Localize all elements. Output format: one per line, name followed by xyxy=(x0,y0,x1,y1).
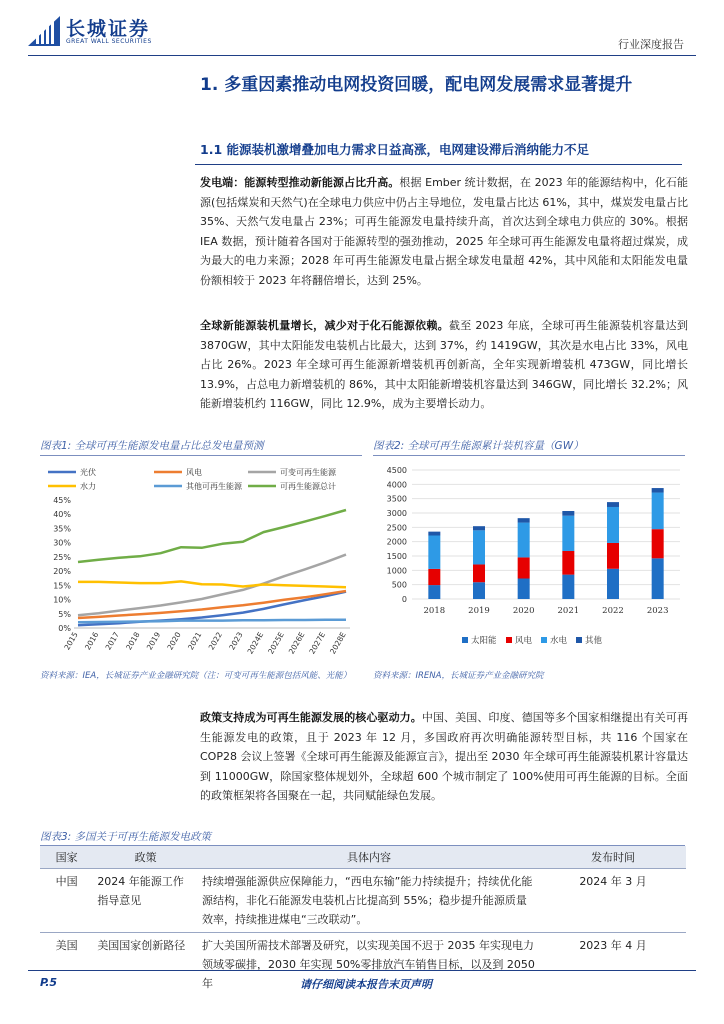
bar-segment-风电 xyxy=(428,569,440,585)
bar-segment-风电 xyxy=(652,529,664,558)
bar-segment-太阳能 xyxy=(518,579,530,599)
y-tick-label: 45% xyxy=(53,496,71,505)
y-tick-label: 2500 xyxy=(386,523,407,533)
bar-segment-其他 xyxy=(518,518,530,522)
bar-segment-水电 xyxy=(518,523,530,558)
footer-divider xyxy=(28,970,696,971)
legend-swatch xyxy=(541,637,547,643)
cell-country: 美国 xyxy=(55,939,78,952)
y-tick-label: 35% xyxy=(53,524,71,534)
x-tick-label: 2020 xyxy=(512,606,535,616)
legend-label: 光伏 xyxy=(80,468,96,477)
cell-policy: 2024 年能源工作指导意见 xyxy=(93,869,198,933)
bar-segment-水电 xyxy=(607,507,619,543)
legend-label: 太阳能 xyxy=(471,636,497,646)
x-tick-label: 2016 xyxy=(83,630,101,652)
x-tick-label: 2018 xyxy=(124,630,142,652)
bar-segment-水电 xyxy=(473,530,485,564)
renewable-share-line-chart xyxy=(38,460,363,665)
legend-label: 风电 xyxy=(186,468,202,477)
subsection-heading: 1.1 能源装机激增叠加电力需求日益高涨，电网建设滞后消纳能力不足 xyxy=(200,142,589,157)
x-tick-label: 2022 xyxy=(206,630,225,652)
y-tick-label: 500 xyxy=(391,580,407,590)
x-tick-label: 2020 xyxy=(165,630,183,652)
cell-detail: 持续增强能源供应保障能力，“西电东输”能力持续提升；持续优化能源结构，非化石能源发电装机占比提高到 55%；稳步提升能源质量效率，持续推进煤电“三改联动”。 xyxy=(198,869,540,933)
cell-country: 中国 xyxy=(40,869,93,933)
bar-segment-风电 xyxy=(518,557,530,578)
y-tick-label: 4000 xyxy=(386,480,407,490)
header-date: 发布时间 xyxy=(540,846,686,869)
x-tick-label: 2026E xyxy=(286,630,307,656)
y-tick-label: 1500 xyxy=(386,552,407,561)
legend-label: 可变可再生能源 xyxy=(280,468,336,477)
y-tick-label: 3000 xyxy=(386,509,407,518)
series-line-可再生能源总计 xyxy=(78,510,346,562)
legend-label: 水力 xyxy=(80,482,96,491)
bar-segment-风电 xyxy=(607,543,619,569)
y-tick-label: 15% xyxy=(53,581,71,591)
paragraph-body: 截至 2023 年底，全球可再生能源装机容量达到 3870GW，其中太阳能发电装机占比最大，达到 37%，约 1419GW，其次是水电占比 33%，风电占比 26%。2023 年全球可再生能源新增装机再创新高，全年实现新增装机 473GW，同比增长 13.9%，占总电力新增装机的 86%，其中太阳能新增装机容量达到 346GW，同比增长 32.2%；风能新增装机约 116GW，同比 12.9%，成为主要增长动力。 xyxy=(200,319,688,411)
y-tick-label: 40% xyxy=(53,510,71,520)
paragraph-lead: 发电端：能源转型推动新能源占比升高。 xyxy=(200,176,400,189)
x-tick-label: 2019 xyxy=(144,630,163,652)
series-line-其他可再生能源 xyxy=(78,620,346,623)
table-header-row xyxy=(40,846,686,869)
legend-label: 其他 xyxy=(585,636,603,646)
bar-segment-太阳能 xyxy=(428,585,440,599)
header-divider xyxy=(28,55,696,56)
table-title: 图表3: 多国关于可再生能源发电政策 xyxy=(40,831,212,843)
x-tick-label: 2025E xyxy=(266,630,286,656)
legend-swatch xyxy=(506,637,512,643)
logo-text-cn: 长城证券 xyxy=(66,18,151,40)
figure1-title-rule xyxy=(40,455,362,456)
cell-date: 2023 年 4 月 xyxy=(579,939,647,952)
x-tick-label: 2021 xyxy=(186,630,204,652)
company-logo xyxy=(28,14,228,48)
legend-swatch xyxy=(462,637,468,643)
y-tick-label: 0 xyxy=(401,595,407,604)
y-tick-label: 3500 xyxy=(386,494,407,504)
paragraph-policy xyxy=(200,708,688,806)
x-tick-label: 2022 xyxy=(602,606,624,616)
legend-label: 其他可再生能源 xyxy=(186,482,242,491)
figure1-title: 图表1: 全球可再生能源发电量占比总发电量预测 xyxy=(40,440,264,452)
y-tick-label: 2000 xyxy=(386,537,407,547)
x-tick-label: 2021 xyxy=(557,606,580,616)
y-tick-label: 1000 xyxy=(386,566,407,576)
section-heading: 1. 多重因素推动电网投资回暖，配电网发展需求显著提升 xyxy=(200,75,633,95)
paragraph-body: 根据 Ember 统计数据，在 2023 年的能源结构中，化石能源(包括煤炭和天然气)在全球电力供应中仍占主导地位，发电量占比达 61%，其中，煤炭发电量占比 35%、天然气发电量占 23%；可再生能源发电量持续升高，首次达到全球电力供应的 30%。根据 IEA 数据，预计随着各国对于能源转型的强劲推动，2025 年全球可再生能源发电量将超过煤炭，成为最大的电力来源；2028 年可再生能源发电量占据全球发电量超 42%，其中风能和太阳能发电量份额相较于 2023 年将翻倍增长，达到 25%。 xyxy=(200,176,689,287)
subsection-divider xyxy=(195,164,682,165)
paragraph-lead: 政策支持成为可再生能源发展的核心驱动力。 xyxy=(200,711,422,724)
policy-table xyxy=(40,846,686,996)
x-tick-label: 2017 xyxy=(103,630,121,652)
paragraph-lead: 全球新能源装机量增长，减少对于化石能源依赖。 xyxy=(200,319,449,332)
paragraph-generation xyxy=(200,173,688,291)
header-country: 国家 xyxy=(40,846,93,869)
logo-text-en: GREAT WALL SECURITIES xyxy=(66,38,152,45)
cell-detail: 扩大美国所需技术部署及研究，以实现美国不迟于 2035 年实现电力领域零碳排，2030 年实现 50%零排放汽车销售目标，以及到 2050 年 xyxy=(201,939,535,990)
report-type-label: 行业深度报告 xyxy=(618,38,684,51)
legend-label: 水电 xyxy=(550,636,568,646)
figure2-source: 资料来源：IRENA，长城证券产业金融研究院 xyxy=(373,671,544,681)
x-tick-label: 2028E xyxy=(328,630,348,656)
x-tick-label: 2023 xyxy=(227,630,245,652)
bar-segment-太阳能 xyxy=(652,558,664,599)
x-tick-label: 2023 xyxy=(646,606,669,616)
footer-disclaimer: 请仔细阅读本报告末页声明 xyxy=(300,978,432,991)
y-tick-label: 25% xyxy=(53,552,71,562)
paragraph-installed-capacity xyxy=(200,316,688,414)
figure1-source: 资料来源：IEA，长城证券产业金融研究院（注：可变可再生能源包括风能、光能） xyxy=(40,671,352,681)
header-policy: 政策 xyxy=(93,846,198,869)
figure2-title-rule xyxy=(373,455,685,456)
figure2-title: 图表2: 全球可再生能源累计装机容量（GW） xyxy=(373,440,584,452)
y-tick-label: 10% xyxy=(53,595,71,605)
logo-mark-icon xyxy=(28,16,60,46)
page-number: P.5 xyxy=(40,976,58,989)
x-tick-label: 2024E xyxy=(245,630,266,656)
y-tick-label: 4500 xyxy=(386,466,407,475)
cell-date: 2024 年 3 月 xyxy=(540,869,686,933)
legend-label: 可再生能源总计 xyxy=(280,482,336,491)
bar-segment-水电 xyxy=(428,536,440,569)
x-tick-label: 2019 xyxy=(468,606,490,616)
legend-label: 风电 xyxy=(515,636,533,646)
legend-swatch xyxy=(576,637,582,643)
header-detail: 具体内容 xyxy=(198,846,540,869)
bar-segment-其他 xyxy=(652,488,664,493)
bar-segment-其他 xyxy=(473,526,485,530)
bar-segment-太阳能 xyxy=(607,569,619,599)
series-line-水力 xyxy=(78,581,346,587)
installed-capacity-bar-chart xyxy=(370,460,688,665)
paragraph-body: 中国、美国、印度、德国等多个国家相继提出有关可再生能源发电的政策，且于 2023 年 12 月，多国政府再次明确能源转型目标，共 116 个国家在 COP28 会议上签署《全球可再生能源及能源宣言》，提出至 2030 年全球可再生能源装机累计容量达到 11000GW，除国家整体规划外，全球超 600 个城市制定了 100%使用可再生能源的目标。全面的政策框架将各国聚在一起，共同赋能绿色发展。 xyxy=(200,711,688,803)
y-tick-label: 20% xyxy=(53,567,71,577)
series-line-风电 xyxy=(78,591,346,618)
table-row xyxy=(40,869,686,933)
bar-segment-太阳能 xyxy=(562,575,574,599)
bar-segment-其他 xyxy=(562,511,574,516)
bar-segment-其他 xyxy=(428,532,440,536)
y-tick-label: 5% xyxy=(58,609,71,619)
bar-segment-其他 xyxy=(607,502,619,507)
y-tick-label: 30% xyxy=(53,538,71,548)
bar-segment-太阳能 xyxy=(473,582,485,599)
cell-policy: 美国国家创新路径 xyxy=(97,939,186,952)
bar-segment-水电 xyxy=(652,493,664,530)
bar-segment-风电 xyxy=(473,564,485,582)
y-tick-label: 0% xyxy=(58,624,71,633)
x-tick-label: 2015 xyxy=(62,630,80,652)
x-tick-label: 2027E xyxy=(307,630,328,656)
bar-segment-水电 xyxy=(562,516,574,551)
x-tick-label: 2018 xyxy=(423,606,446,616)
bar-segment-风电 xyxy=(562,551,574,575)
